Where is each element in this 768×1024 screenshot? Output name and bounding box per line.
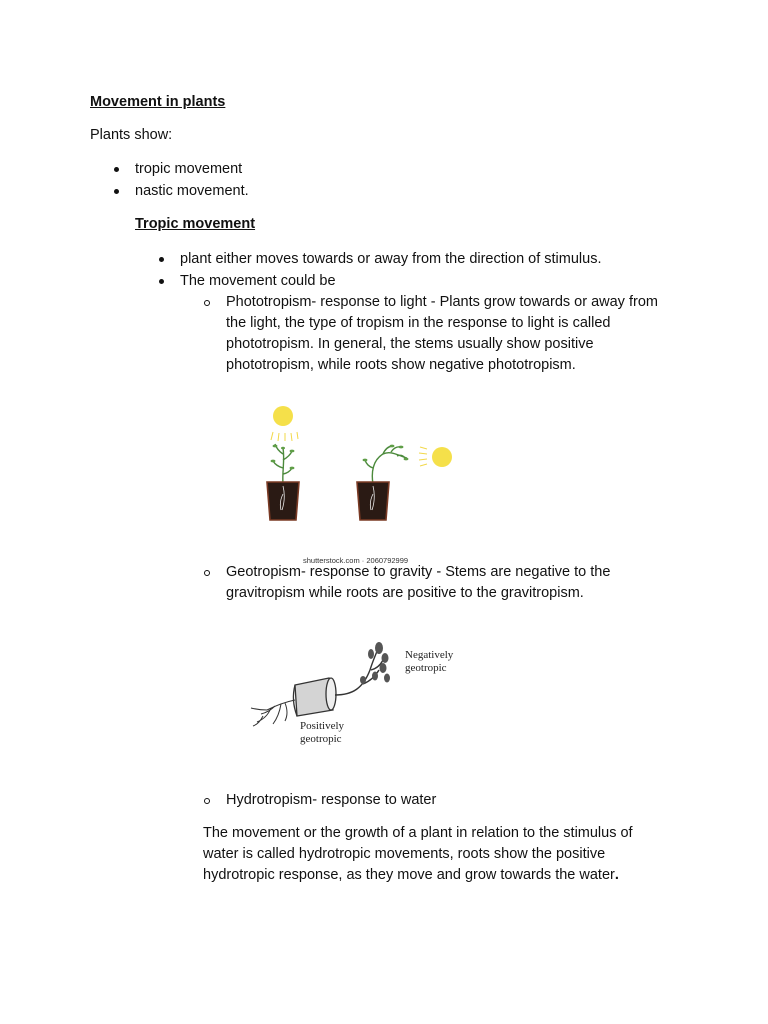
roots-icon <box>251 700 295 726</box>
label-line: Positively <box>300 720 345 732</box>
geo-label-negative <box>405 649 453 675</box>
upright-plant-icon <box>273 444 292 484</box>
paragraph-end: . <box>614 867 619 883</box>
paragraph-text: The movement or the growth of a plant in relation to the stimulus of water is called hydrotropic movements, roots show the positive hydrotropic response, as they move and grow towards the water <box>203 825 633 883</box>
list-item: plant either moves towards or away from the direction of stimulus. <box>180 251 602 267</box>
image-caption: shutterstock.com · 2060792999 <box>303 556 409 565</box>
sun-icon <box>273 406 293 426</box>
bullet-marker <box>159 257 164 262</box>
sun-rays-icon <box>419 447 427 466</box>
phototropism-illustration <box>255 398 465 526</box>
list-item: nastic movement. <box>135 183 249 199</box>
phototropism-text: Phototropism- response to light - Plants grow towards or away from the light, the type of tropism in the response to light is called phototropism. In general, the stems usually show positive phototropism, while roots show negative phototropism. <box>226 294 658 373</box>
label-line: geotropic <box>405 662 447 674</box>
sub-bullet-marker <box>204 300 210 306</box>
list-item: The movement could be <box>180 273 336 289</box>
label-line: Negatively <box>405 649 454 661</box>
bullet-marker <box>159 279 164 284</box>
bullet-marker <box>114 189 119 194</box>
label-line: geotropic <box>300 733 342 745</box>
page-title: Movement in plants <box>90 94 226 110</box>
sub-bullet-marker <box>204 570 210 576</box>
hydrotropism-text: Hydrotropism- response to water <box>226 792 437 808</box>
list-item: tropic movement <box>135 161 243 177</box>
bending-plant-icon <box>365 446 407 484</box>
leaf-cluster-icon <box>360 642 390 684</box>
sub-bullet-marker <box>204 798 210 804</box>
section-heading-tropic: Tropic movement <box>135 216 256 232</box>
geotropism-text: Geotropism- response to gravity - Stems are negative to the gravitropism while roots are positive to the gravitropism. <box>226 564 611 601</box>
bullet-marker <box>114 167 119 172</box>
tipped-pot-icon <box>293 678 336 716</box>
hydrotropism-paragraph <box>203 823 663 886</box>
intro-text: Plants show: <box>90 127 173 143</box>
geo-label-positive <box>300 720 344 746</box>
stem-icon <box>335 646 383 695</box>
sun-icon <box>432 447 452 467</box>
sun-rays-icon <box>271 432 298 441</box>
